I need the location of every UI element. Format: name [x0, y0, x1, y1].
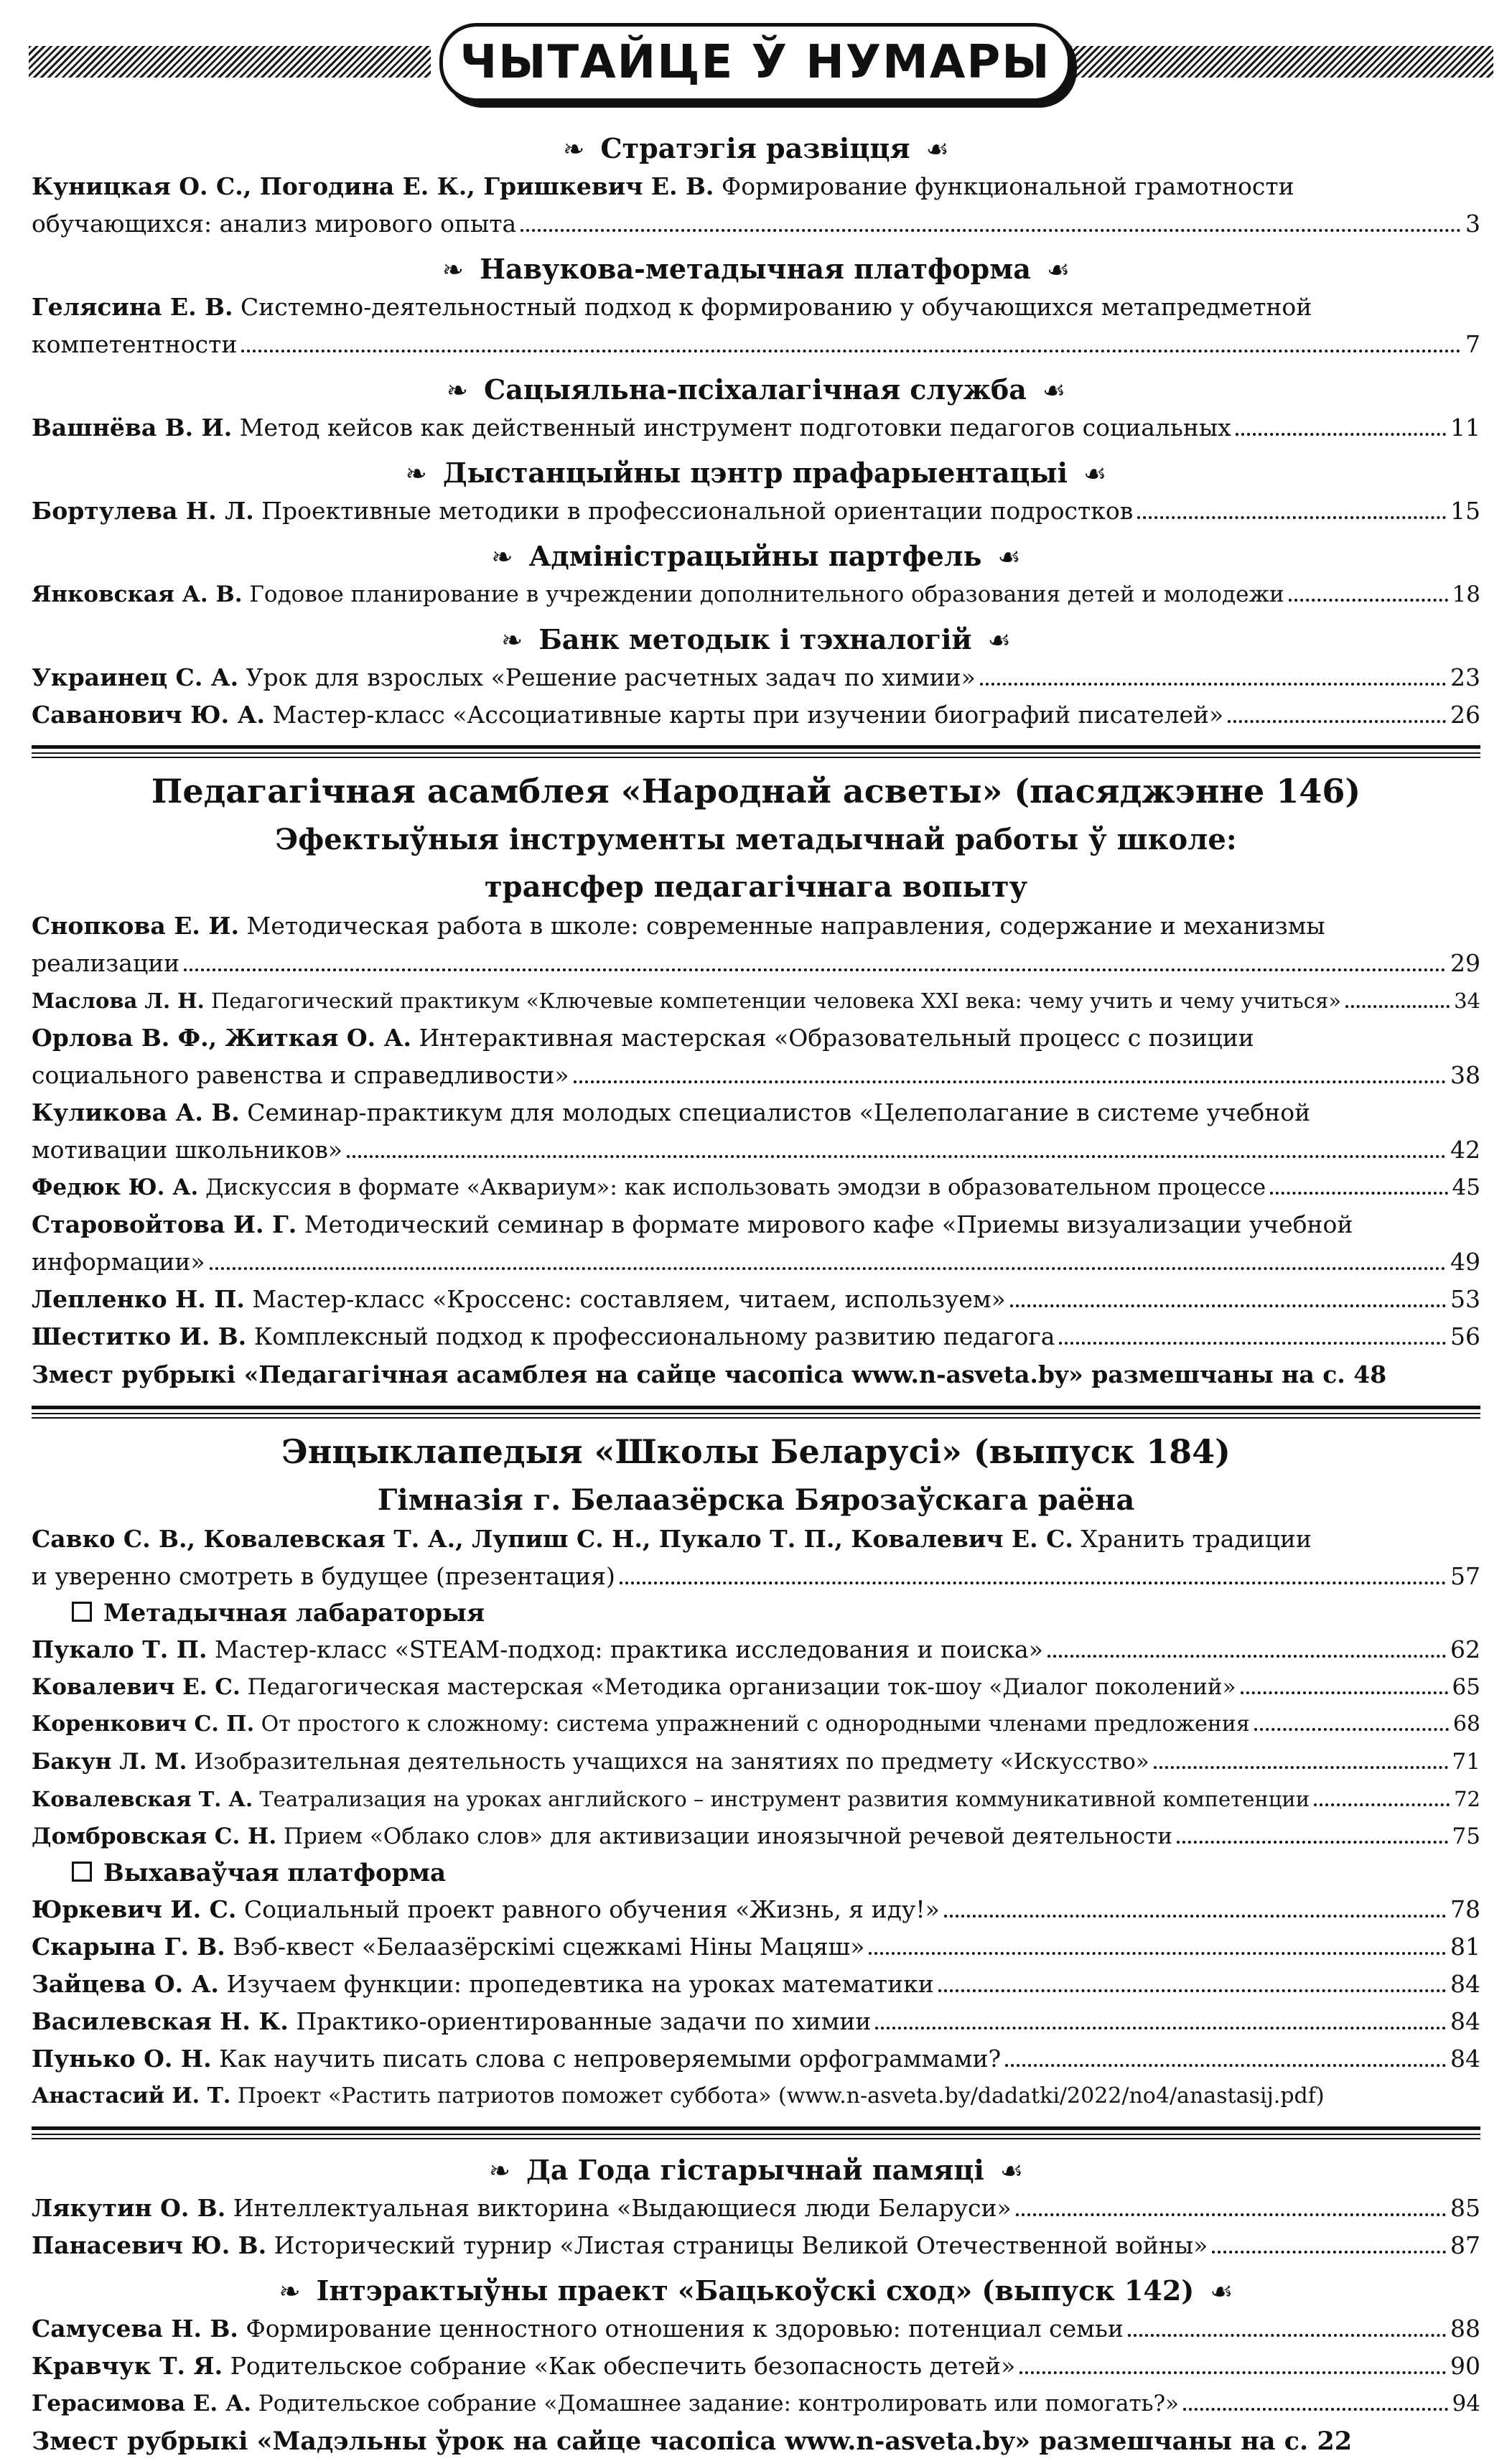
entry-title: Изучаем функции: пропедевтика на уроках математики	[226, 1970, 934, 1998]
dot-leader	[241, 350, 1461, 352]
page-number: 87	[1450, 2231, 1480, 2259]
page-number: 84	[1450, 2045, 1480, 2073]
page-number: 15	[1450, 497, 1480, 525]
dot-leader	[1212, 2251, 1446, 2254]
entry-title: Родительское собрание «Домашнее задание: контролировать или помогать?»	[258, 2391, 1180, 2416]
entry-title: Проект «Растить патриотов поможет суббота» (www.n-asveta.by/dadatki/2022/no4/anastasij.pdf)	[237, 2083, 1325, 2109]
dot-leader	[1241, 1691, 1448, 1694]
entry-author: Лякутин О. В.	[32, 2194, 226, 2222]
checkbox-square-icon	[72, 1862, 92, 1882]
entry-title: социального равенства и справедливости»	[32, 1061, 569, 1089]
page-number: 90	[1450, 2352, 1480, 2380]
toc-entry[interactable]	[32, 168, 1480, 243]
entry-title: Метод кейсов как действенный инструмент подготовки педагогов социальных	[239, 414, 1231, 442]
entry-title: компетентности	[32, 330, 238, 358]
entry-author: Кравчук Т. Я.	[32, 2352, 223, 2380]
toc-entry[interactable]	[32, 409, 1480, 447]
entry-author: Бакун Л. М.	[32, 1749, 187, 1775]
entry-title: Годовое планирование в учреждении дополнительного образования детей и молодежи	[249, 582, 1284, 607]
leaf-ornament-icon: ❧	[488, 2157, 511, 2186]
dot-leader	[1059, 1342, 1446, 1345]
dot-leader	[1183, 2408, 1447, 2411]
entry-author: Куницкая О. С., Погодина Е. К., Гришкевич Е. В.	[32, 172, 714, 200]
dot-leader	[938, 1989, 1446, 1992]
entry-author: Снопкова Е. И.	[32, 912, 240, 940]
page-number: 81	[1450, 1933, 1480, 1961]
page-number: 23	[1450, 663, 1480, 691]
entry-author: Василевская Н. К.	[32, 2007, 289, 2035]
entry-title: реализации	[32, 949, 180, 977]
entry-author: Панасевич Ю. В.	[32, 2231, 267, 2259]
entry-author: Савко С. В., Ковалевская Т. А., Лупиш С. Н., Пукало Т. П., Ковалевич Е. С.	[32, 1525, 1073, 1553]
section-heading: ❧ Да Года гістарычнай памяці ☙	[32, 2151, 1480, 2190]
page-number: 68	[1452, 1712, 1480, 1737]
toc-entry[interactable]	[32, 576, 1480, 613]
page-number: 53	[1450, 1285, 1480, 1313]
entry-author: Бортулева Н. Л.	[32, 497, 254, 525]
toc-entry[interactable]	[32, 2227, 1480, 2264]
section-heading: ❧ Навукова-метадычная платформа ☙	[32, 250, 1480, 289]
entry-author: Юркевич И. С.	[32, 1895, 237, 1923]
entry-author: Старовойтова И. Г.	[32, 1210, 297, 1238]
page-number: 56	[1450, 1322, 1480, 1350]
dot-leader	[1254, 1728, 1449, 1731]
header-banner	[29, 20, 1493, 103]
entry-author: Федюк Ю. А.	[32, 1175, 199, 1200]
entry-title: Методический семинар в формате мирового кафе «Приемы визуализации учебной	[304, 1210, 1353, 1238]
title-frame	[439, 23, 1071, 102]
section-heading: ❧ Адміністрацыйны партфель ☙	[32, 537, 1480, 576]
entry-author: Ковалевская Т. А.	[32, 1787, 253, 1811]
entry-title: информации»	[32, 1248, 205, 1276]
dot-leader	[1154, 1766, 1448, 1769]
toc-entry[interactable]	[32, 1780, 1480, 1818]
leaf-ornament-icon: ❧	[501, 626, 523, 655]
page-number: 38	[1450, 1061, 1480, 1089]
toc-entry[interactable]	[32, 1281, 1480, 1318]
toc-entry[interactable]	[32, 2348, 1480, 2385]
dot-leader	[875, 2027, 1446, 2030]
toc-entry[interactable]	[32, 289, 1480, 363]
section-heading: Педагагічная асамблея «Народнай асветы» (пасяджэнне 146)	[151, 772, 1361, 811]
rubric-note: Змест рубрыкі «Мадэльны ўрок на сайце часопіса www.n-asveta.by» размешчаны на с. 22	[32, 2427, 1353, 2456]
leaf-ornament-icon: ❧	[446, 376, 469, 406]
entry-title: Урок для взрослых «Решение расчетных задач по химии»	[246, 663, 976, 691]
page-number: 78	[1450, 1895, 1480, 1923]
entry-author: Саванович Ю. А.	[32, 701, 265, 729]
dot-leader	[347, 1155, 1446, 1158]
toc-entry[interactable]	[32, 659, 1480, 696]
entry-title: Формирование ценностного отношения к здоровью: потенциал семьи	[246, 2315, 1124, 2343]
section-divider	[32, 1403, 1480, 1421]
section-divider	[32, 742, 1480, 761]
entry-author: Домбровская С. Н.	[32, 1823, 277, 1849]
entry-title: Как научить писать слова с непроверяемыми орфограммами?	[219, 2045, 1002, 2073]
entry-author: Зайцева О. А.	[32, 1970, 219, 1998]
dot-leader	[1005, 2064, 1446, 2067]
page-number: 72	[1454, 1787, 1480, 1811]
toc-entry[interactable]	[32, 2310, 1480, 2348]
entry-author: Гелясина Е. В.	[32, 293, 233, 321]
entry-title: Изобразительная деятельность учащихся на занятиях по предмету «Искусство»	[194, 1749, 1149, 1775]
leaf-ornament-icon: ❧	[491, 543, 513, 572]
hatch-decoration-right	[1048, 46, 1493, 78]
section-heading: ❧ Дыстанцыйны цэнтр прафарыентацыі ☙	[32, 454, 1480, 492]
entry-title: Социальный проект равного обучения «Жизнь, я иду!»	[243, 1895, 940, 1923]
sub-rubric-heading: Метадычная лабараторыя	[32, 1595, 1480, 1631]
entry-title: Мастер-класс «STEAM-подход: практика исследования и поиска»	[214, 1635, 1043, 1663]
entry-author: Украинец С. А.	[32, 663, 239, 691]
entry-author: Ковалевич Е. С.	[32, 1674, 241, 1700]
toc-entry[interactable]	[32, 1818, 1480, 1855]
dot-leader	[1010, 1304, 1446, 1307]
entry-title: Исторический турнир «Листая страницы Великой Отечественной войны»	[274, 2231, 1208, 2259]
toc-entry[interactable]	[32, 907, 1480, 982]
page-number: 84	[1450, 2007, 1480, 2035]
toc-entry[interactable]	[32, 1928, 1480, 1966]
section-divider	[32, 2124, 1480, 2142]
entry-author: Пунько О. Н.	[32, 2045, 212, 2073]
toc-entry[interactable]	[32, 2385, 1480, 2422]
entry-author: Вашнёва В. И.	[32, 414, 233, 442]
dot-leader	[980, 683, 1446, 686]
entry-title: Педагогический практикум «Ключевые компетенции человека XXI века: чему учить и чему учиться»	[210, 989, 1341, 1013]
leaf-ornament-icon: ☙	[999, 2157, 1024, 2186]
entry-author: Орлова В. Ф., Житкая О. А.	[32, 1024, 411, 1052]
entry-author: Куликова А. В.	[32, 1098, 240, 1126]
page-number: 84	[1450, 1970, 1480, 1998]
dot-leader	[574, 1080, 1446, 1083]
page-number: 88	[1450, 2315, 1480, 2343]
page-number: 62	[1450, 1635, 1480, 1663]
page-number: 3	[1465, 210, 1480, 238]
toc-entry[interactable]	[32, 1521, 1480, 1595]
entry-title: Прием «Облако слов» для активизации иноязычной речевой деятельности	[283, 1823, 1173, 1849]
dot-leader	[1016, 2213, 1446, 2216]
entry-title: мотивации школьников»	[32, 1136, 343, 1164]
dot-leader	[1019, 2371, 1446, 2374]
page-number: 94	[1452, 2391, 1480, 2416]
dot-leader	[1047, 1655, 1446, 1658]
table-of-contents	[32, 122, 1480, 2461]
leaf-ornament-icon: ☙	[1046, 256, 1070, 285]
entry-title: Комплексный подход к профессиональному развитию педагога	[253, 1322, 1055, 1350]
dot-leader	[210, 1267, 1446, 1270]
dot-leader	[1137, 516, 1446, 519]
dot-leader	[1177, 1841, 1447, 1844]
toc-entry[interactable]	[32, 1631, 1480, 1668]
dot-leader	[1289, 599, 1448, 602]
toc-entry[interactable]	[32, 1891, 1480, 1928]
entry-title: Мастер-класс «Кроссенс: составляем, читаем, используем»	[252, 1285, 1006, 1313]
entry-title: Семинар-практикум для молодых специалистов «Целеполагание в системе учебной	[247, 1098, 1311, 1126]
page-number: 26	[1450, 701, 1480, 729]
section-heading: ❧ Інтэрактыўны праект «Бацькоўскі сход» (выпуск 142) ☙	[32, 2271, 1480, 2310]
section-heading: ❧ Сацыяльна-псіхалагічная служба ☙	[32, 370, 1480, 409]
page-number: 34	[1454, 989, 1480, 1013]
toc-entry[interactable]	[32, 696, 1480, 734]
entry-title: Хранить традиции	[1081, 1525, 1312, 1553]
toc-entry[interactable]	[32, 1318, 1480, 1355]
entry-title: Мастер-класс «Ассоциативные карты при изучении биографий писателей»	[272, 701, 1224, 729]
hatch-decoration-left	[29, 46, 431, 78]
page-number: 65	[1452, 1674, 1480, 1700]
dot-leader	[184, 968, 1446, 971]
entry-title: Театрализация на уроках английского – инструмент развития коммуникативной компетенции	[259, 1787, 1310, 1811]
leaf-ornament-icon: ❧	[442, 256, 465, 285]
section-heading: ❧ Стратэгія развіцця ☙	[32, 129, 1480, 168]
entry-author: Шеститко И. В.	[32, 1322, 247, 1350]
leaf-ornament-icon: ❧	[405, 459, 427, 489]
toc-entry[interactable]	[32, 982, 1480, 1019]
entry-author: Маслова Л. Н.	[32, 989, 205, 1013]
entry-title: От простого к сложному: система упражнений с однородными членами предложения	[261, 1712, 1250, 1737]
toc-entry[interactable]	[32, 2003, 1480, 2040]
entry-author: Пукало Т. П.	[32, 1635, 207, 1663]
entry-author: Лепленко Н. П.	[32, 1285, 245, 1313]
entry-author: Скарына Г. В.	[32, 1933, 225, 1961]
toc-entry[interactable]	[32, 2078, 1480, 2115]
page-number: 71	[1452, 1749, 1480, 1775]
section-heading: ❧ Банк методык і тэхналогій ☙	[32, 620, 1480, 659]
section-heading: Энцыклапедыя «Школы Беларусі» (выпуск 184)	[281, 1432, 1231, 1471]
entry-author: Анастасий И. Т.	[32, 2083, 231, 2109]
entry-title: и уверенно смотреть в будущее (презентация)	[32, 1562, 615, 1590]
dot-leader	[521, 229, 1461, 232]
entry-title: Системно-деятельностный подход к формированию у обучающихся метапредметной	[241, 293, 1312, 321]
checkbox-square-icon	[72, 1602, 92, 1622]
dot-leader	[1228, 720, 1446, 723]
toc-entry[interactable]	[32, 1169, 1480, 1206]
entry-title: обучающихся: анализ мирового опыта	[32, 210, 517, 238]
toc-entry[interactable]	[32, 492, 1480, 530]
entry-title: Вэб-квест «Белаазёрскімі сцежкамі Ніны Мацяш»	[233, 1933, 865, 1961]
page-title: ЧЫТАЙЦЕ Ў НУМАРЫ	[459, 36, 1051, 89]
dot-leader	[1314, 1803, 1450, 1806]
leaf-ornament-icon: ☙	[1210, 2277, 1233, 2307]
entry-author: Герасимова Е. А.	[32, 2391, 252, 2416]
entry-title: Проективные методики в профессиональной ориентации подростков	[261, 497, 1134, 525]
toc-entry[interactable]	[32, 1743, 1480, 1780]
dot-leader	[944, 1915, 1446, 1918]
leaf-ornament-icon: ☙	[987, 626, 1011, 655]
toc-entry[interactable]	[32, 1206, 1480, 1281]
entry-title: Формирование функциональной грамотности	[721, 172, 1294, 200]
toc-entry[interactable]	[32, 1966, 1480, 2003]
entry-title: Практико-ориентированные задачи по химии	[296, 2007, 872, 2035]
entry-author: Самусева Н. В.	[32, 2315, 238, 2343]
entry-author: Янковская А. В.	[32, 582, 243, 607]
section-subheading: Гімназія г. Белаазёрска Бярозаўскага раёна	[377, 1483, 1135, 1517]
page-number: 18	[1452, 582, 1480, 607]
rubric-note: Змест рубрыкі «Педагагічная асамблея на сайце часопіса www.n-asveta.by» размешчаны на с. 48	[32, 1360, 1387, 1388]
section-subheading: трансфер педагагічнага вопыту	[484, 870, 1028, 904]
toc-entry[interactable]	[32, 2190, 1480, 2227]
dot-leader	[620, 1582, 1446, 1584]
page-number: 29	[1450, 949, 1480, 977]
page-number: 42	[1450, 1136, 1480, 1164]
entry-title: Интеллектуальная викторина «Выдающиеся люди Беларуси»	[233, 2194, 1012, 2222]
section-subheading: Эфектыўныя інструменты метадычнай работы ў школе:	[275, 823, 1237, 856]
toc-entry[interactable]	[32, 1019, 1480, 1094]
toc-entry[interactable]	[32, 1094, 1480, 1169]
page-number: 7	[1465, 330, 1480, 358]
entry-author: Коренкович С. П.	[32, 1712, 255, 1737]
leaf-ornament-icon: ☙	[1083, 459, 1107, 489]
entry-title: Методическая работа в школе: современные направления, содержание и механизмы	[246, 912, 1325, 940]
leaf-ornament-icon: ☙	[925, 135, 949, 164]
page-number: 45	[1452, 1175, 1480, 1200]
page-number: 57	[1450, 1562, 1480, 1590]
dot-leader	[1345, 1005, 1450, 1008]
sub-rubric-heading: Выхаваўчая платформа	[32, 1855, 1480, 1891]
toc-entry[interactable]	[32, 1668, 1480, 1706]
entry-title: Педагогическая мастерская «Методика организации ток-шоу «Диалог поколений»	[247, 1674, 1236, 1700]
entry-title: Родительское собрание «Как обеспечить безопасность детей»	[230, 2352, 1016, 2380]
leaf-ornament-icon: ☙	[1042, 376, 1066, 406]
dot-leader	[1128, 2334, 1446, 2337]
dot-leader	[1236, 433, 1446, 436]
leaf-ornament-icon: ☙	[997, 543, 1021, 572]
dot-leader	[869, 1952, 1446, 1955]
page-number: 49	[1450, 1248, 1480, 1276]
entry-title: Дискуссия в формате «Аквариум»: как использовать эмодзи в образовательном процессе	[205, 1175, 1266, 1200]
leaf-ornament-icon: ❧	[279, 2277, 301, 2307]
page-number: 85	[1450, 2194, 1480, 2222]
entry-title: Интерактивная мастерская «Образовательный процесс с позиции	[419, 1024, 1254, 1052]
toc-entry[interactable]	[32, 2040, 1480, 2078]
dot-leader	[1270, 1192, 1447, 1195]
toc-entry[interactable]	[32, 1706, 1480, 1743]
leaf-ornament-icon: ❧	[563, 135, 585, 164]
page-number: 75	[1452, 1823, 1480, 1849]
page-number: 11	[1450, 414, 1480, 442]
